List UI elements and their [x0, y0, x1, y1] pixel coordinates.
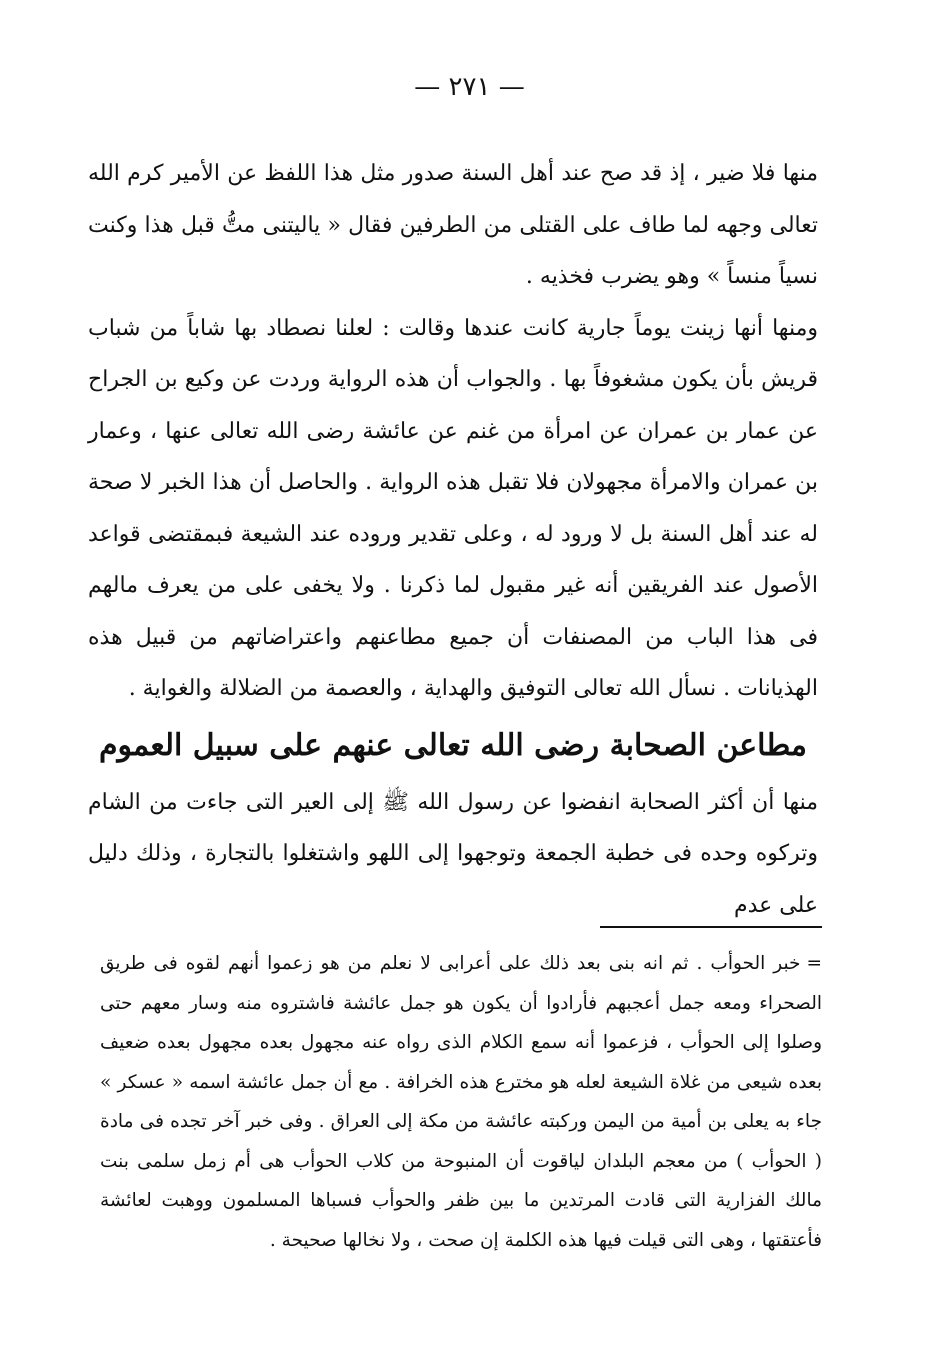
section-paragraph: منها أن أكثر الصحابة انفضوا عن رسول الله ﷺ إلى العير التى جاءت من الشام وتركوه وحده فى خطبة الجمعة وتوجهوا إلى اللهو واشتغلوا بالتجارة ، وذلك دليل على عدم	[88, 789, 818, 918]
paragraph-1: منها فلا ضير ، إذ قد صح عند أهل السنة صدور مثل هذا اللفظ عن الأمير كرم الله تعالى وجهه لما طاف على القتلى من الطرفين فقال « ياليتنى متُّ قبل هذا وكنت نسياً منساً » وهو يضرب فخذيه .	[88, 161, 818, 289]
paragraph-2: ومنها أنها زينت يوماً جارية كانت عندها وقالت : لعلنا نصطاد بها شاباً من شباب قريش بأن يكون مشغوفاً بها . والجواب أن هذه الرواية وردت عن وكيع بن الجراح عن عمار بن عمران عن امرأة من غنم عن عائشة رضى الله تعالى عنها ، وعمار بن عمران والامرأة مجهولان فلا تقبل هذه الرواية . والحاصل أن هذا الخبر لا صحة له عند أهل السنة بل لا ورود له ، وعلى تقدير وروده عند الشيعة فبمقتضى قواعد الأصول عند الفريقين أنه غير مقبول لما ذكرنا . ولا يخفى على من يعرف مالهم فى هذا الباب من المصنفات أن جميع مطاعنهم واعتراضاتهم من قبيل هذه الهذيانات . نسأل الله تعالى التوفيق والهداية ، والعصمة من الضلالة والغواية .	[88, 315, 818, 701]
page-number: — ٢٧١ —	[414, 72, 525, 102]
footnote-text	[100, 944, 822, 1260]
main-text	[88, 148, 818, 931]
footnote-continuation-mark: =	[806, 953, 822, 974]
footnote-divider	[600, 926, 822, 928]
footnote-body: خبر الحوأب . ثم انه بنى بعد ذلك على أعرابى لا نعلم من هو زعموا أنهم لقوه فى طريق الصحراء ومعه جمل أعجبهم فأرادوا أن يكون هو جمل عائشة فاشتروه منه وسار معهم حتى وصلوا إلى الحوأب ، فزعموا أنه سمع الكلام الذى رواه عنه مجهول بعده مجهول بعده ضعيف بعده شيعى من غلاة الشيعة لعله هو مخترع هذه الخرافة . مع أن جمل عائشة اسمه « عسكر » جاء به يعلى بن أمية من اليمن وركبته عائشة من مكة إلى العراق . وفى خبر آخر تجده فى مادة ( الحوأب ) من معجم البلدان لياقوت أن المنبوحة من كلاب الحوأب هى أم زمل سلمى بنت مالك الفزارية التى قادت المرتدين ما بين ظفر والحوأب فسباها المسلمون ووهبت لعائشة فأعتقتها ، وهى التى قيلت فيها هذه الكلمة إن صحت ، ولا نخالها صحيحة .	[100, 953, 822, 1251]
footnote	[100, 944, 822, 1260]
section-heading: مطاعن الصحابة رضى الله تعالى عنهم على سبيل العموم	[98, 727, 808, 763]
